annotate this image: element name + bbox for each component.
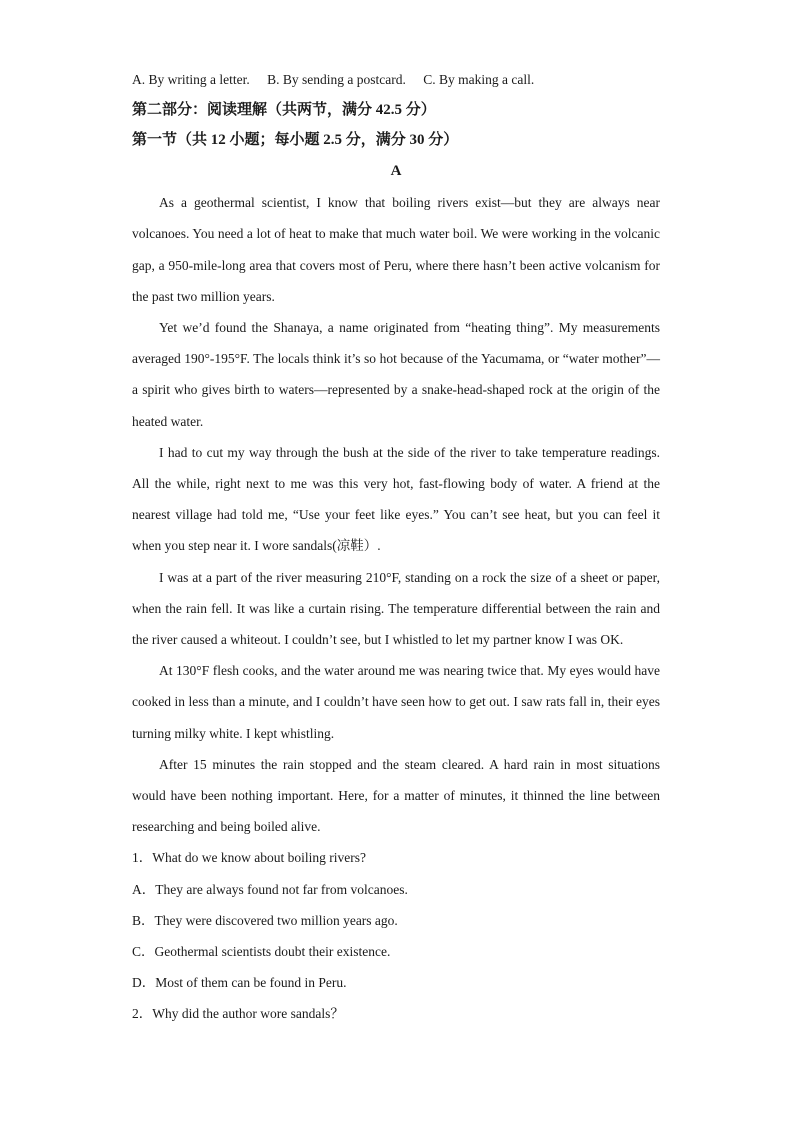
paragraph-4: I was at a part of the river measuring 210°F, standing on a rock the size of a sheet or paper, when the rain fell. It was like a curtain rising. The temperature differential between the rain and the river caused a whiteout. I couldn’t see, but I whistled to let my partner know I was OK.: [132, 569, 660, 648]
paragraph-2: Yet we’d found the Shanaya, a name originated from “heating thing”. My measurements averaged 190°-195°F. The locals think it’s so hot because of the Yacumama, or “water mother”—a spirit who gives birth to waters—represented by a snake-head-shaped rock at the origin of the heated water.: [132, 320, 660, 429]
subsection-heading: 第一节（共 12 小题；每小题 2.5 分，满分 30 分）: [132, 132, 459, 149]
question-2-stem: 2．Why did the author wore sandals？: [132, 1006, 344, 1022]
paragraph-5: At 130°F flesh cooks, and the water around me was nearing twice that. My eyes would have cooked in less than a minute, and I couldn’t have seen how to get out. I saw rats fall in, their eyes turning milky white. I kept whistling.: [132, 663, 660, 741]
paragraph-6: After 15 minutes the rain stopped and the steam cleared. A hard rain in most situations would have been nothing important. Here, for a matter of minutes, it thinned the line between researching and being boiled alive.: [132, 756, 660, 835]
question-1-stem: 1．What do we know about boiling rivers?: [132, 850, 366, 866]
paragraph-3: I had to cut my way through the bush at the side of the river to take temperature readings. All the while, right next to me was this very hot, fast-flowing body of water. A friend at the nearest village had told me, “Use your feet like eyes.” You can’t see heat, but you can feel it when you step near it. I wore sandals(凉鞋）.: [132, 444, 660, 554]
section-heading: 第二部分：阅读理解（共两节，满分 42.5 分）: [132, 102, 436, 119]
paragraph-1: As a geothermal scientist, I know that boiling rivers exist—but they are always near volcanoes. You need a lot of heat to make that much water boil. We were working in the volcanic gap, a 950-mile-long area that covers most of Peru, where there hasn’t been active volcanism for the past two million years.: [132, 195, 660, 304]
option-a: A. By writing a letter.: [132, 72, 250, 87]
question-1-option-b: B．They were discovered two million years ago.: [132, 912, 398, 928]
option-b: B. By sending a postcard.: [267, 72, 406, 87]
previous-question-options: [132, 64, 660, 95]
passage-label: A: [390, 163, 402, 180]
question-1-option-a: A．They are always found not far from volcanoes.: [132, 881, 408, 897]
document-page: [132, 64, 660, 1030]
question-1-option-d: D．Most of them can be found in Peru.: [132, 975, 347, 991]
question-1-option-c: C．Geothermal scientists doubt their existence.: [132, 944, 391, 960]
option-c: C. By making a call.: [423, 72, 535, 87]
